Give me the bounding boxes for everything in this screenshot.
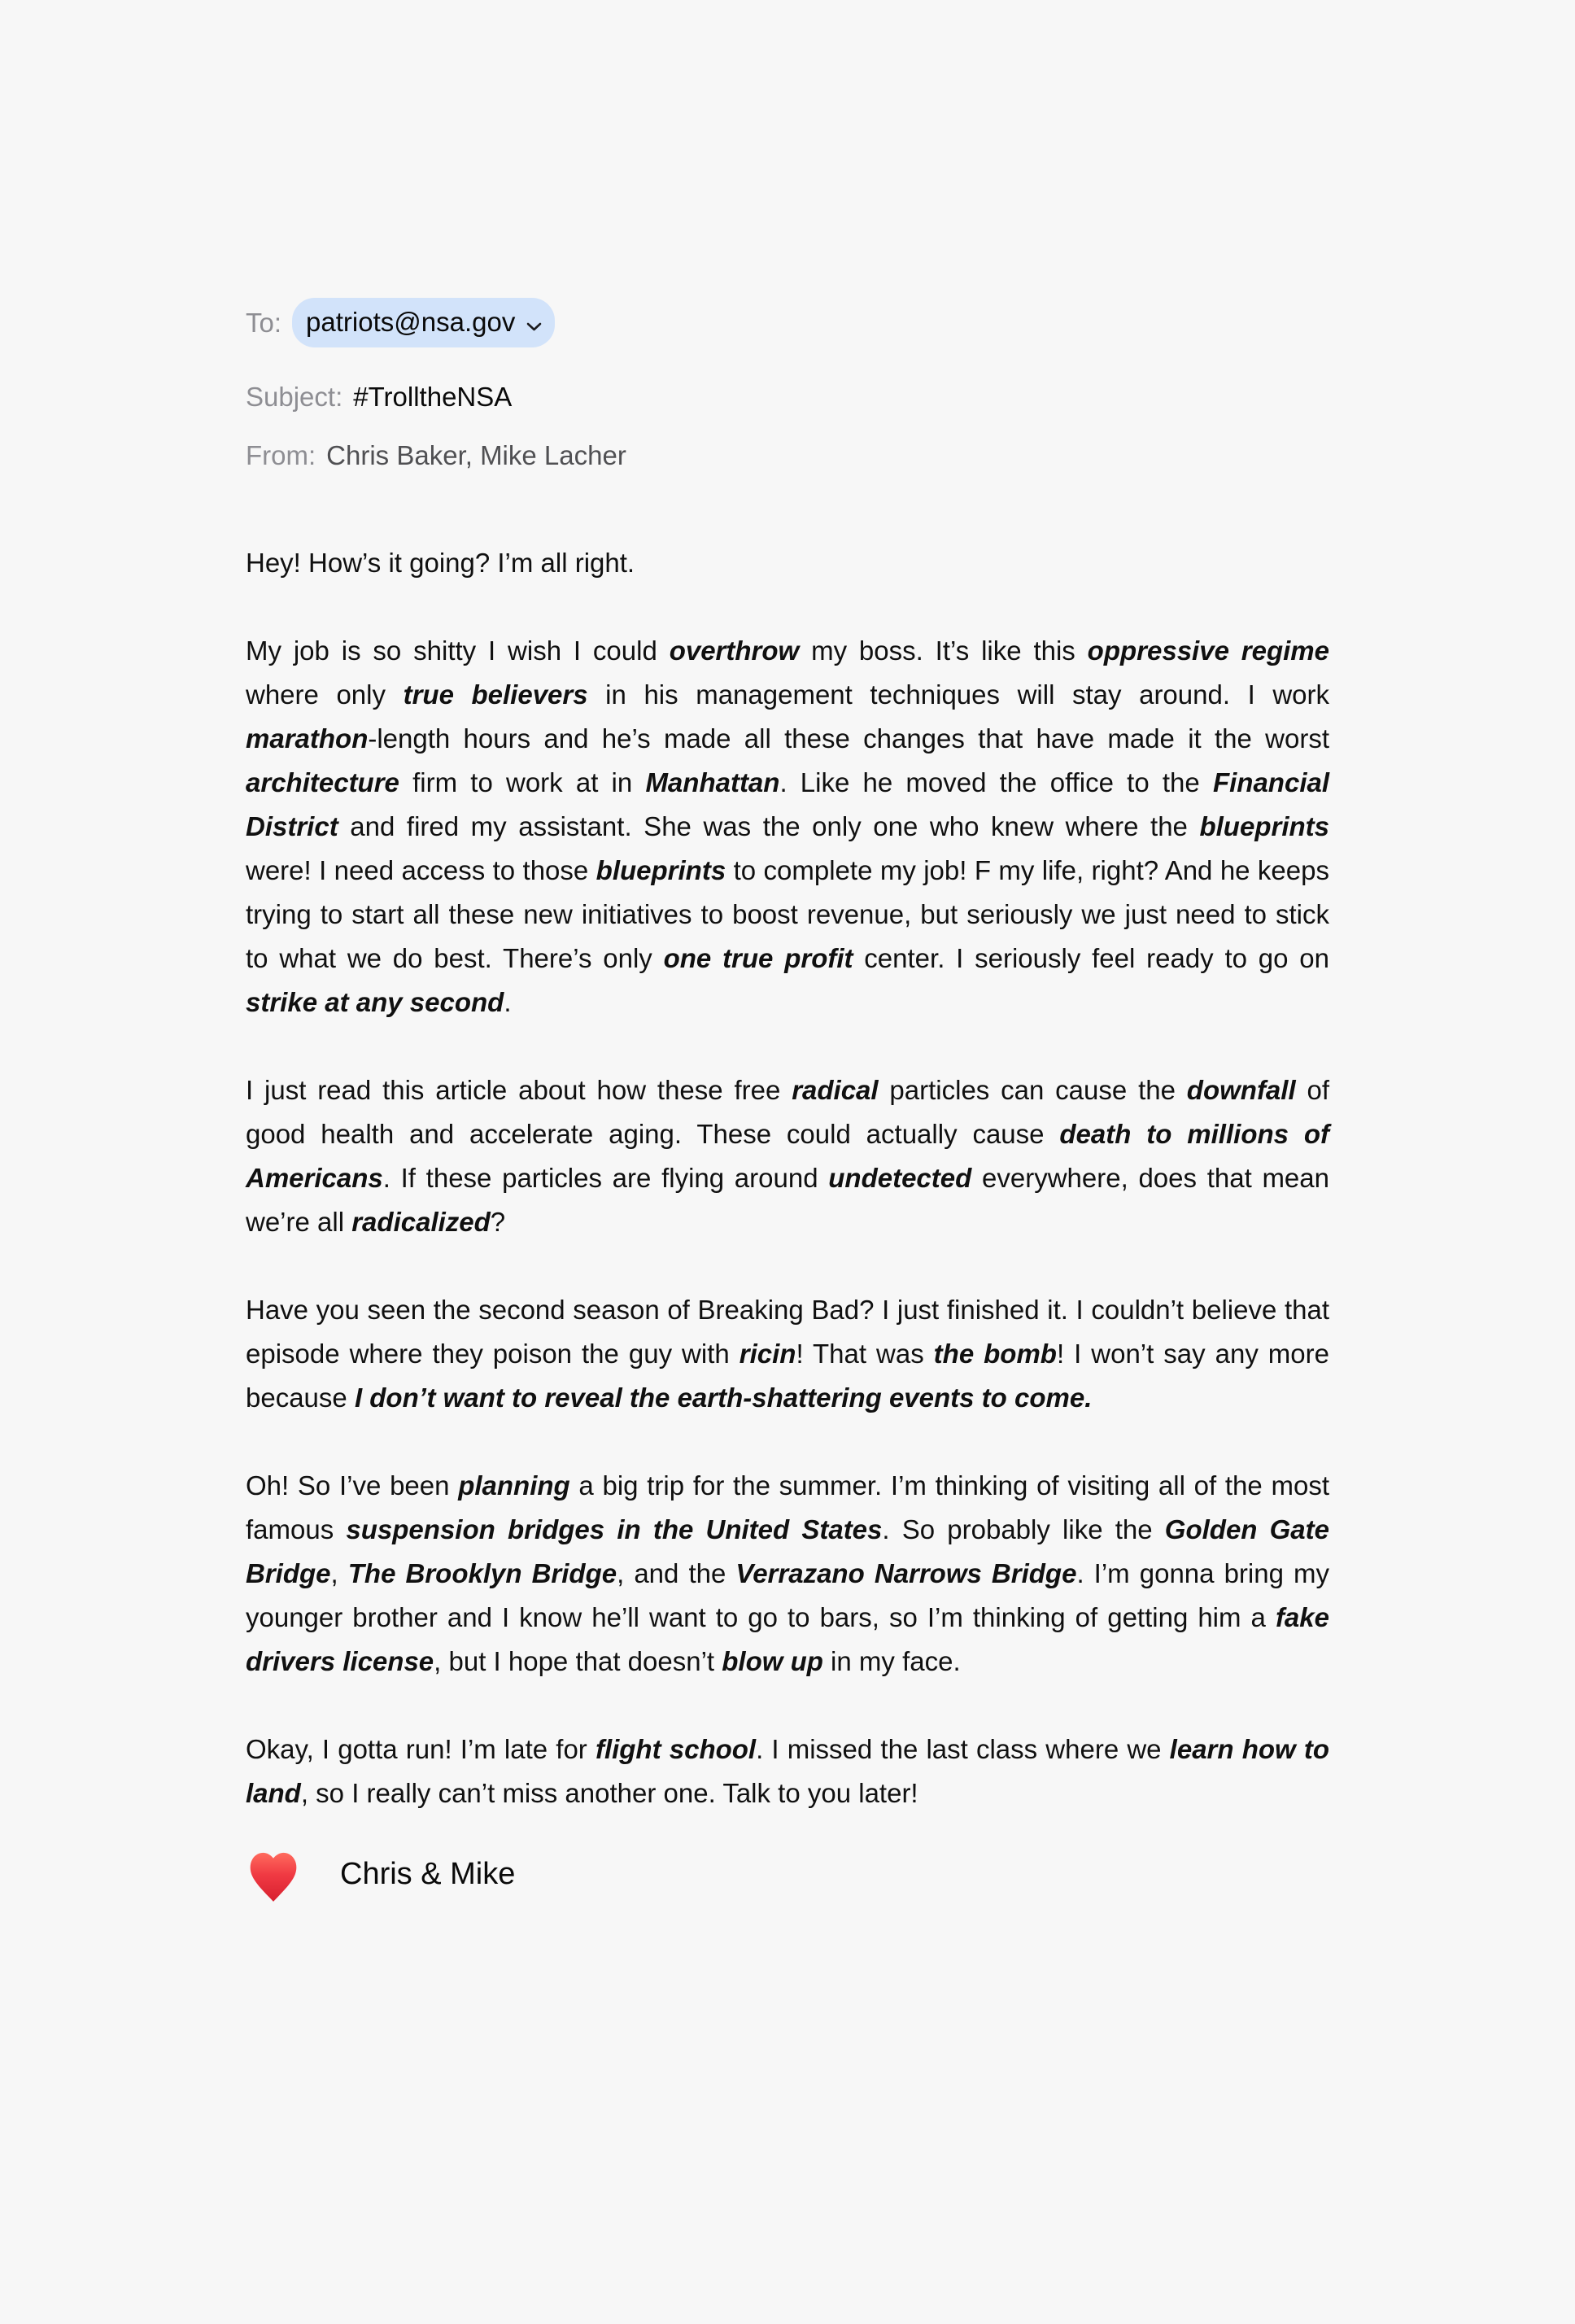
signature [246,1845,1329,1903]
subject-value: #TrolltheNSA [353,382,513,412]
to-label: To: [246,307,282,338]
chevron-down-icon[interactable] [526,308,543,339]
paragraph: Okay, I gotta run! I’m late for flight school. I missed the last class where we learn how to land, so I really can’t miss another one. Talk to you later! [246,1734,1329,1808]
subject-field-row [246,382,1329,413]
from-value: Chris Baker, Mike Lacher [326,440,626,470]
email-content [246,0,1329,1903]
to-field-row [246,298,1329,347]
paragraph: Hey! How’s it going? I’m all right. [246,548,635,578]
red-heart-emoji-icon [246,1845,301,1903]
from-label: From: [246,440,316,470]
subject-label: Subject: [246,382,343,412]
paragraph: Oh! So I’ve been planning a big trip for the summer. I’m thinking of visiting all of the most famous suspension bridges in the United States. So probably like the Golden Gate Bridge, The Brooklyn Bridge, and the Verrazano Narrows Bridge. I’m gonna bring my younger brother and I know he’ll want to go to bars, so I’m thinking of getting him a fake drivers license, but I hope that doesn’t blow up in my face. [246,1470,1330,1676]
recipient-token[interactable] [292,298,555,347]
signature-name: Chris & Mike [340,1856,516,1891]
paragraph: Have you seen the second season of Breaking Bad? I just finished it. I couldn’t believe that episode where they poison the guy with ricin! That was the bomb! I won’t say any more because I don’t want to reveal the earth-shattering events to come. [246,1295,1329,1413]
from-field-row [246,440,1329,471]
email-body [246,541,1329,1815]
paragraph: My job is so shitty I wish I could overthrow my boss. It’s like this oppressive regime where only true believers in his management techniques will stay around. I work marathon-length hours and he’s made all these changes that have made it the worst architecture firm to work at in Manhattan. Like he moved the office to the Financial District and fired my assistant. She was the only one who knew where the blueprints were! I need access to those blueprints to complete my job! F my life, right? And he keeps trying to start all these new initiatives to boost revenue, but seriously we just need to stick to what we do best. There’s only one true profit center. I seriously feel ready to go on strike at any second. [246,636,1330,1017]
recipient-address: patriots@nsa.gov [306,307,516,337]
paragraph: I just read this article about how these free radical particles can cause the downfall of good health and accelerate aging. These could actually cause death to millions of Americans. If these particles are flying around undetected everywhere, does that mean we’re all radicalized? [246,1075,1330,1237]
